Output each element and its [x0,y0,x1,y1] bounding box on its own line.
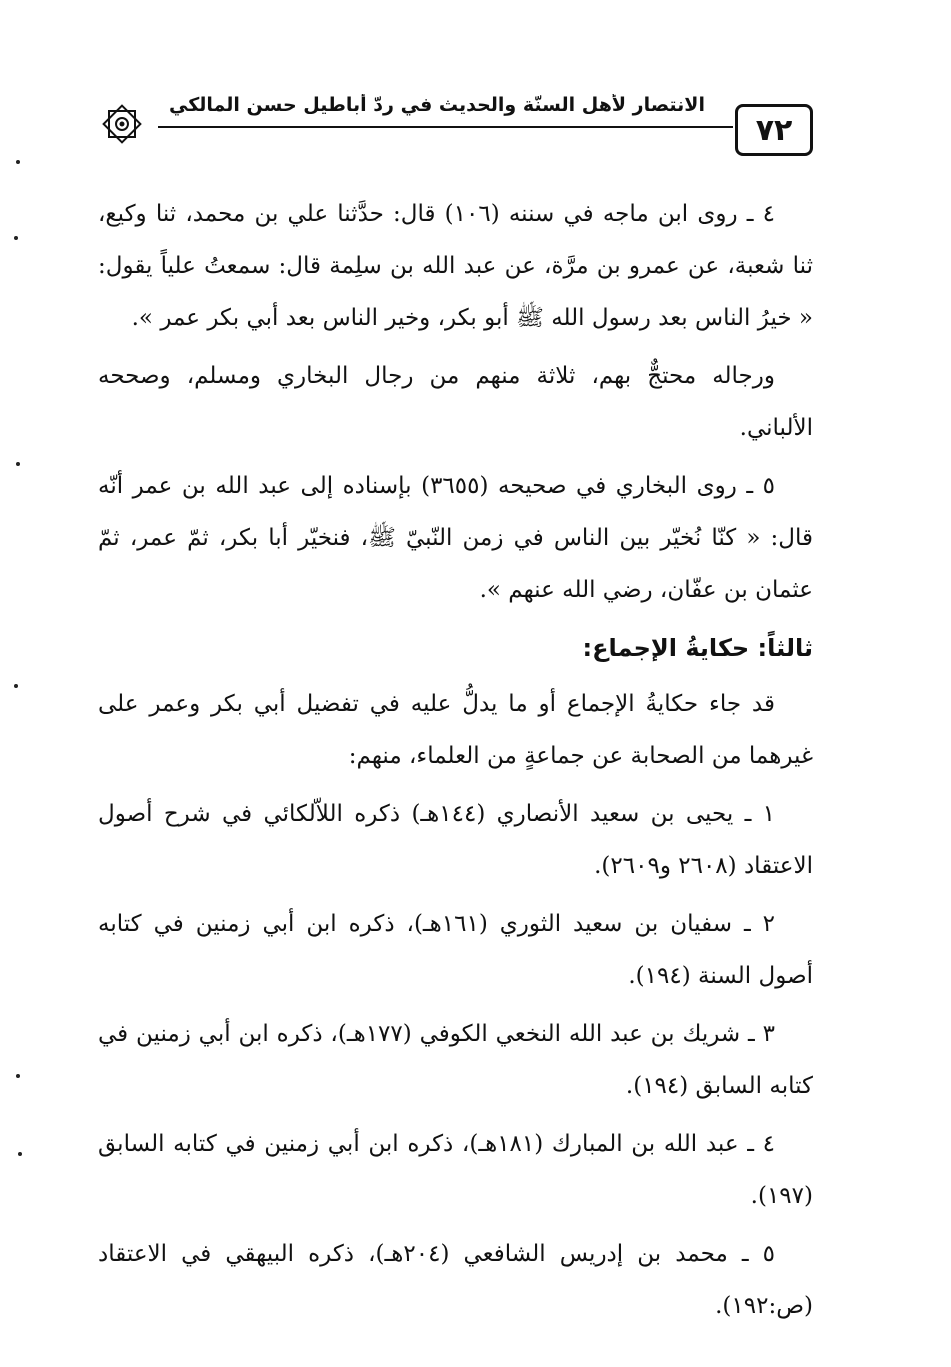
page-body [98,188,813,1338]
list-item: ٤ ـ عبد الله بن المبارك (١٨١هـ)، ذكره ابن أبي زمنين في كتابه السابق (١٩٧). [98,1131,813,1209]
scan-speck [14,684,18,688]
scan-speck [18,1152,22,1156]
narration-ibn-majah: ٤ ـ روى ابن ماجه في سننه (١٠٦) قال: حدَّثنا علي بن محمد، ثنا وكيع، ثنا شعبة، عن عمرو بن مرَّة، عن عبد الله بن سلِمة قال: سمعتُ علياً يقول: « خيرُ الناس بعد رسول الله ﷺ أبو بكر، وخير الناس بعد أبي بكر عمر ». [98,201,813,331]
header-title: الانتصار لأهل السنّة والحديث في ردّ أباطيل حسن المالكي [169,94,705,116]
list-item: ٢ ـ سفيان بن سعيد الثوري (١٦١هـ)، ذكره ابن أبي زمنين في كتابه أصول السنة (١٩٤). [98,911,813,989]
list-item: ١ ـ يحيى بن سعيد الأنصاري (١٤٤هـ) ذكره اللاّلكائي في شرح أصول الاعتقاد (٢٦٠٨ و٢٦٠٩). [98,801,813,879]
scan-speck [14,236,18,240]
list-item: ٣ ـ شريك بن عبد الله النخعي الكوفي (١٧٧هـ)، ذكره ابن أبي زمنين في كتابه السابق (١٩٤). [98,1021,813,1099]
page-number: ٧٢ [735,104,813,156]
narration-bukhari: ٥ ـ روى البخاري في صحيحه (٣٦٥٥) بإسناده إلى عبد الله بن عمر أنّه قال: « كنّا نُخيّر بين الناس في زمن النّبيّ ﷺ، فنخيّر أبا بكر، ثمّ عمر، ثمّ عثمان بن عفّان، رضي الله عنهم ». [98,473,813,603]
scan-speck [16,1074,20,1078]
header-rule [158,126,733,128]
scan-speck [16,160,20,164]
section-heading: ثالثاً: حكايةُ الإجماع: [582,634,813,662]
list-item: ٥ ـ محمد بن إدريس الشافعي (٢٠٤هـ)، ذكره البيهقي في الاعتقاد (ص:١٩٢). [98,1241,813,1319]
narrators-note: ورجاله محتجٌّ بهم، ثلاثة منهم من رجال البخاري ومسلم، وصححه الألباني. [98,363,813,441]
section-intro: قد جاء حكايةُ الإجماع أو ما يدلُّ عليه في تفضيل أبي بكر وعمر على غيرهما من الصحابة عن جماعةٍ من العلماء، منهم: [98,691,813,769]
star-ornament-icon [98,100,146,148]
scan-speck [16,462,20,466]
running-header [98,88,813,156]
